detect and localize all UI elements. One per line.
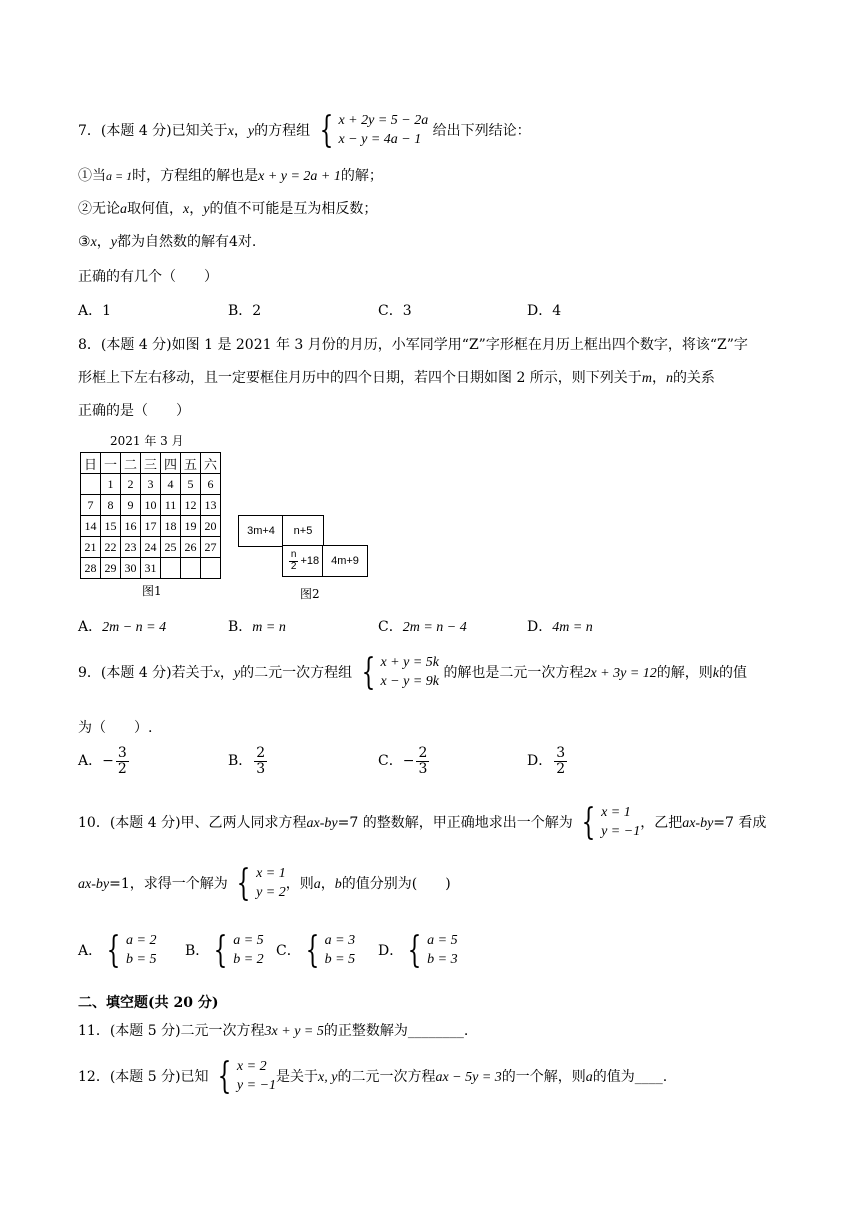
q12-solution: { x = 2 y = −1 [217,1055,277,1097]
weekday-cell: 六 [201,453,221,474]
q10-stem-line2: ax-by=1，求得一个解为 { x = 1 y = 2 ，则a，b的值分别为( ) [78,862,451,904]
weekday-cell: 三 [141,453,161,474]
date-cell [181,558,201,579]
date-cell: 16 [121,516,141,537]
calendar-week-row [81,495,221,516]
date-cell [81,474,101,495]
weekday-cell: 一 [101,453,121,474]
weekday-cell: 二 [121,453,141,474]
date-cell: 3 [141,474,161,495]
z-box-bottom-right: 4m+9 [322,545,368,577]
date-cell: 28 [81,558,101,579]
q7-stem: 7．(本题 4 分)已知关于x，y的方程组 { x + 2y = 5 − 2a x − y = 4a − 1 给出下列结论： [78,109,531,151]
q8-option-c[interactable]: C．2m = n − 4 [378,619,467,635]
q9-option-a[interactable]: A．− $\frac{3}{2}$ [78,745,127,777]
calendar-week-row [81,537,221,558]
q10-option-d[interactable]: D． { a = 5 b = 3 [378,929,458,971]
date-cell: 12 [181,495,201,516]
q7-question: 正确的有几个（ ） [78,269,218,285]
date-cell: 18 [161,516,181,537]
weekday-cell: 四 [161,453,181,474]
q10-solution-1: { x = 1 y = −1 [581,801,641,843]
q10-solution-2: { x = 1 y = 2 [236,862,286,904]
calendar-header-row [81,453,221,474]
date-cell: 2 [121,474,141,495]
q9-equation-system: { x + y = 5k x − y = 9k [361,651,439,693]
date-cell: 4 [161,474,181,495]
q8-option-d[interactable]: D．4m = n [527,619,593,635]
date-cell: 29 [101,558,121,579]
date-cell: 8 [101,495,121,516]
figure-1-label: 图1 [142,584,162,598]
q7-statement-1: ①当a = 1时，方程组的解也是x + y = 2a + 1的解； [78,168,383,184]
q7-option-d[interactable]: D．4 [527,303,562,319]
date-cell: 31 [141,558,161,579]
date-cell: 17 [141,516,161,537]
q8-stem-line1: 8．(本题 4 分)如图 1 是 2021 年 3 月份的月历，小军同学用“Z”字形框在月历上框出四个数字，将该“Z”字 [78,337,748,353]
date-cell: 14 [81,516,101,537]
date-cell: 20 [201,516,221,537]
z-box-top-left: 3m+4 [238,515,284,547]
date-cell: 24 [141,537,161,558]
date-cell [161,558,181,579]
calendar-week-row [81,558,221,579]
date-cell: 6 [201,474,221,495]
date-cell: 9 [121,495,141,516]
date-cell: 30 [121,558,141,579]
date-cell: 22 [101,537,121,558]
date-cell: 1 [101,474,121,495]
date-cell: 26 [181,537,201,558]
q12-stem: 12．(本题 5 分)已知 { x = 2 y = −1 是关于x, y的二元一次方程ax − 5y = 3的一个解，则a的值为____. [78,1055,668,1097]
weekday-cell: 日 [81,453,101,474]
q7-option-a[interactable]: A．1 [78,303,112,319]
q10-option-b[interactable]: B． { a = 5 b = 2 [185,929,264,971]
date-cell: 23 [121,537,141,558]
date-cell: 11 [161,495,181,516]
q9-option-b[interactable]: B． $\frac{2}{3}$ [228,745,266,777]
q8-option-a[interactable]: A．2m − n = 4 [78,619,167,635]
date-cell: 7 [81,495,101,516]
q10-stem-line1: 10．(本题 4 分)甲、乙两人同求方程ax-by=7 的整数解，甲正确地求出一个解为 { x = 1 y = −1 ，乙把ax-by=7 看成 [78,801,767,843]
date-cell: 13 [201,495,221,516]
q8-stem-line3: 正确的是（ ） [78,403,190,419]
q8-stem-line2: 形框上下左右移动，且一定要框住月历中的四个日期，若四个日期如图 2 所示，则下列关于m，n的关系 [78,370,715,386]
date-cell: 5 [181,474,201,495]
date-cell: 27 [201,537,221,558]
q7-option-c[interactable]: C．3 [378,303,412,319]
q9-stem-line2: 为（ ）. [78,720,153,736]
q9-stem: 9．(本题 4 分)若关于x，y的二元一次方程组 { x + y = 5k x − y = 9k 的解也是二元一次方程2x + 3y = 12的解，则k的值 [78,651,747,693]
q8-option-b[interactable]: B．m = n [228,619,286,635]
weekday-cell: 五 [181,453,201,474]
date-cell: 21 [81,537,101,558]
date-cell: 10 [141,495,161,516]
q7-option-b[interactable]: B．2 [228,303,262,319]
z-box-top-right: n+5 [282,515,324,547]
z-box-bottom-left: $\frac{n}{2}$ +18 [282,545,324,577]
q9-option-d[interactable]: D． $\frac{3}{2}$ [527,745,566,777]
q11-stem: 11．(本题 5 分)二元一次方程3x + y = 5的正整数解为________. [78,1023,469,1039]
date-cell: 25 [161,537,181,558]
q10-option-c[interactable]: C． { a = 3 b = 5 [276,929,356,971]
calendar-week-row [81,474,221,495]
q10-option-a[interactable]: A． { a = 2 b = 5 [78,929,157,971]
figure-2-label: 图2 [300,587,320,601]
q7-statement-3: ③x，y都为自然数的解有4对. [78,234,257,250]
calendar-table [80,452,221,579]
calendar-title: 2021 年 3 月 [110,434,184,448]
date-cell: 15 [101,516,121,537]
calendar-week-row [81,516,221,537]
date-cell: 19 [181,516,201,537]
date-cell [201,558,221,579]
q7-equation-system: { x + 2y = 5 − 2a x − y = 4a − 1 [319,109,429,151]
section-title: 二、填空题(共 20 分) [78,995,219,1011]
q7-statement-2: ②无论a取何值，x，y的值不可能是互为相反数； [78,201,378,217]
q9-option-c[interactable]: C．− $\frac{2}{3}$ [378,745,428,777]
